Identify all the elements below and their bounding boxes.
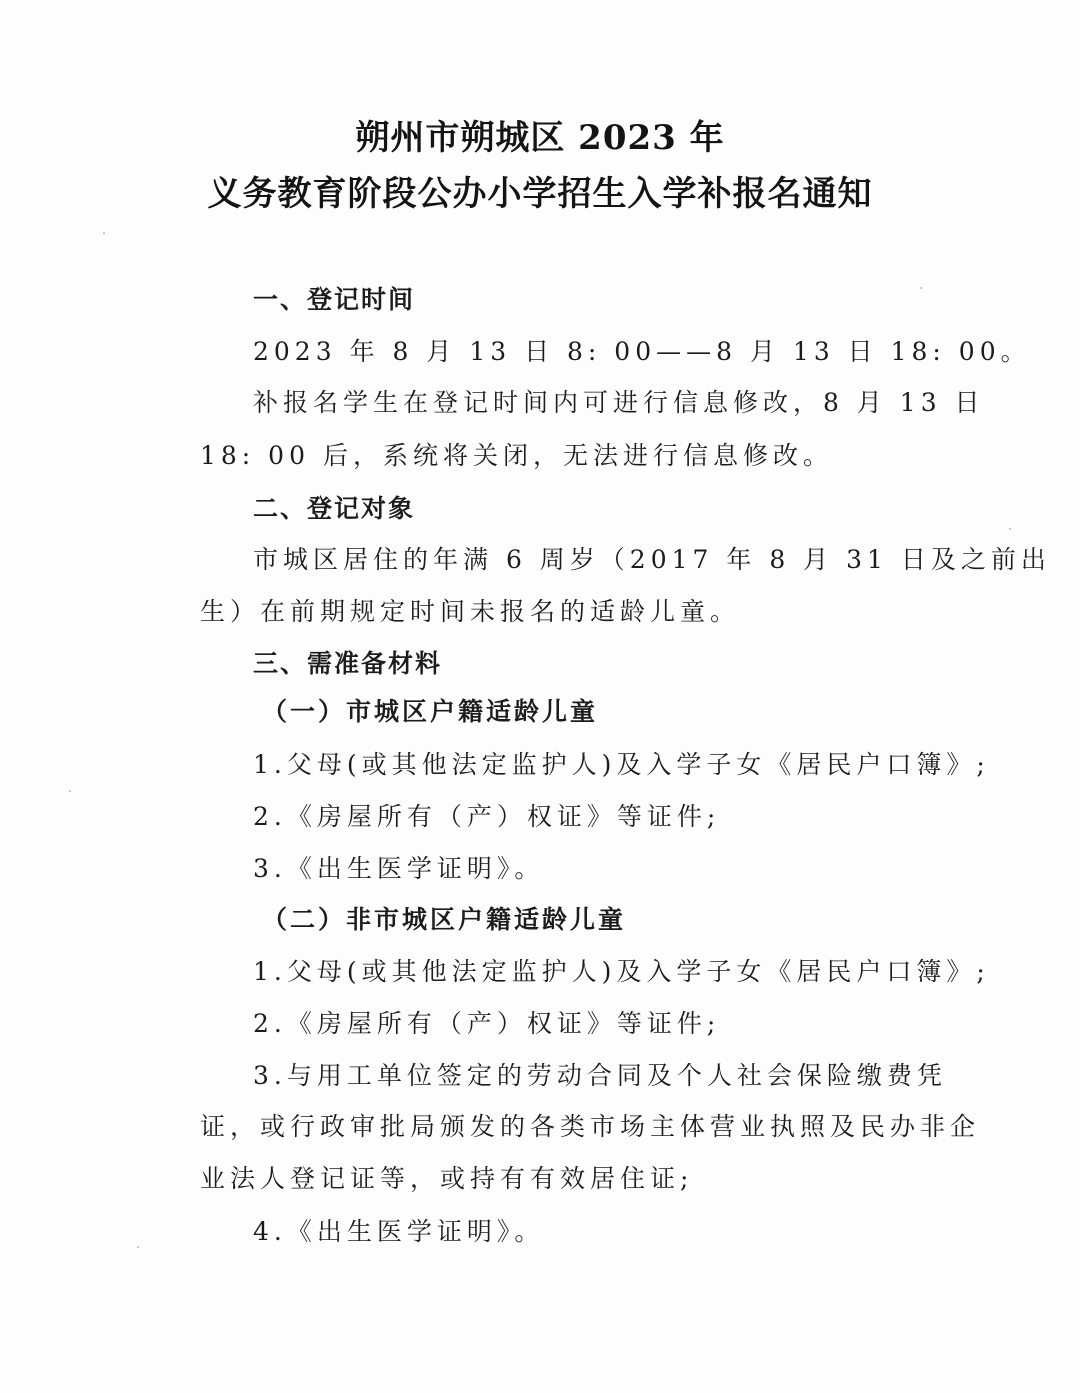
subsection-heading-local-household: （一）市城区户籍适龄儿童 [262,697,599,726]
eligible-applicants-line-2: 生）在前期规定时间未报名的适龄儿童。 [200,597,741,626]
section-heading-eligible-applicants: 二、登记对象 [253,494,416,523]
scan-speck [103,232,105,234]
section-heading-registration-time: 一、登记时间 [253,285,416,314]
local-household-item-1: 1.父母(或其他法定监护人)及入学子女《居民户口簿》; [253,750,990,779]
registration-note-line-2: 18: 00 后，系统将关闭，无法进行信息修改。 [200,441,833,470]
document-title-line-2: 义务教育阶段公办小学招生入学补报名通知 [207,174,873,214]
subsection-heading-nonlocal-household: （二）非市城区户籍适龄儿童 [262,905,627,934]
nonlocal-household-item-3-line-2: 证，或行政审批局颁发的各类市场主体营业执照及民办非企 [200,1112,981,1141]
nonlocal-household-item-1: 1.父母(或其他法定监护人)及入学子女《居民户口簿》; [253,957,990,986]
section-heading-required-materials: 三、需准备材料 [253,649,443,678]
scan-speck [1009,528,1011,530]
scan-speck [920,287,922,289]
scan-speck [69,790,71,792]
registration-note-line-1: 补报名学生在登记时间内可进行信息修改，8 月 13 日 [253,388,985,417]
nonlocal-household-item-4: 4.《出生医学证明》。 [253,1217,545,1246]
nonlocal-household-item-3-line-3: 业法人登记证等，或持有有效居住证; [200,1164,694,1193]
eligible-applicants-line-1: 市城区居住的年满 6 周岁（2017 年 8 月 31 日及之前出 [253,545,1051,574]
nonlocal-household-item-3-line-1: 3.与用工单位签定的劳动合同及个人社会保险缴费凭 [253,1061,947,1090]
local-household-item-3: 3.《出生医学证明》。 [253,854,545,883]
registration-time-range: 2023 年 8 月 13 日 8: 00——8 月 13 日 18: 00。 [253,337,1031,366]
scan-speck [137,1246,139,1248]
document-title-line-1: 朔州市朔城区 2023 年 [355,118,725,158]
nonlocal-household-item-2: 2.《房屋所有（产）权证》等证件; [253,1009,721,1038]
local-household-item-2: 2.《房屋所有（产）权证》等证件; [253,802,721,831]
